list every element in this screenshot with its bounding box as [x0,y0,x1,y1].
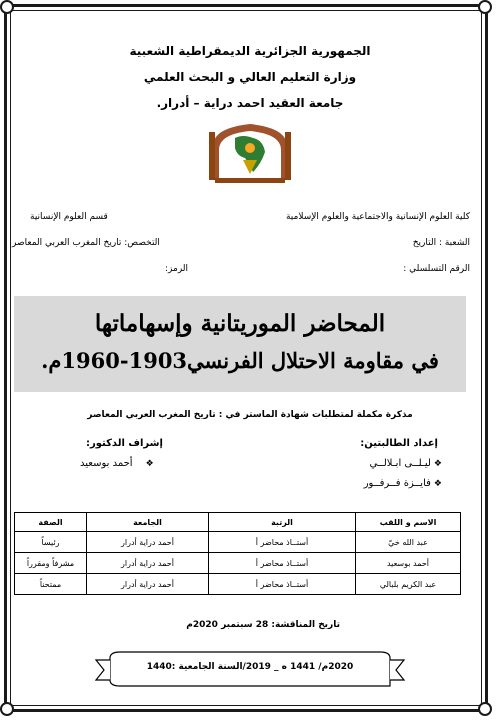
academic-year: 2020م/ 1441 ه _ 2019/السنة الجامعية :1440 [146,662,354,672]
jury-table-header-row [15,513,461,532]
student-name: ❖ليـلــى ابـلالــي [369,458,442,469]
diamond-bullet-icon: ❖ [433,479,442,489]
jury-name-cell: عبد الله خيّ [356,532,461,553]
jury-university-cell: أحمد دراية أدرار [87,574,209,595]
corner-ornament [478,0,492,14]
defense-date: تاريخ المناقشة: 28 سبتمبر 2020م [186,620,340,630]
diamond-bullet-icon: ❖ [145,459,154,469]
jury-role-cell: مشرفاً ومقرراً [15,553,87,574]
student-name: ❖فايــزة فــرفــور [363,478,442,489]
supervisor-name: ❖أحمد بوسعيد [80,458,154,469]
branch-text: الشعبة : التاريخ [412,238,470,248]
jury-university-cell: أحمد دراية أدرار [87,532,209,553]
table-row [15,532,461,553]
faculty-text: كلية العلوم الإنسانية والاجتماعية والعلوم الإسلامية [285,212,470,222]
jury-table [14,512,461,595]
ministry-heading: وزارة التعليم العالي و البحث العلمي [143,70,357,84]
jury-role-cell: رئيساً [15,532,87,553]
university-heading: جامعة العقيد احمد دراية – أدرار. [156,96,344,110]
corner-ornament [0,0,14,14]
jury-rank-cell: أستــاذ محاضر أ [209,574,356,595]
corner-ornament [478,702,492,716]
jury-header-rank: الرتبة [209,513,356,532]
jury-name-cell: أحمد بوسعيد [356,553,461,574]
supervisor-label: إشراف الدكتور: [86,438,163,449]
thesis-title-line1: المحاضر الموريتانية وإسهاماتها [94,310,386,337]
jury-rank-cell: أستــاذ محاضر أ [209,532,356,553]
table-row [15,553,461,574]
thesis-title-line2: في مقاومة الاحتلال الفرنسي1903-1960م. [41,348,439,373]
specialty-text: التخصص: تاريخ المغرب العربي المعاصر [12,238,160,248]
students-label: إعداد الطالبتين: [360,438,438,449]
jury-name-cell: عبد الكريم بلبالي [356,574,461,595]
jury-header-university: الجامعة [87,513,209,532]
jury-role-cell: ممتحناً [15,574,87,595]
corner-ornament [0,702,14,716]
jury-header-name: الاسم و اللقب [356,513,461,532]
serial-number-label: الرقم التسلسلي : [403,264,470,274]
republic-heading: الجمهورية الجزائرية الديمقراطية الشعبية [129,44,371,58]
thesis-title-box [14,296,466,392]
university-logo [205,118,295,188]
jury-header-role: الصفة [15,513,87,532]
jury-rank-cell: أستــاذ محاضر أ [209,553,356,574]
department-text: قسم العلوم الإنسانية [30,212,108,222]
memo-description: مذكرة مكملة لمتطلبات شهادة الماستر في : تاريخ المغرب العربي المعاصر [87,410,413,420]
diamond-bullet-icon: ❖ [433,459,442,469]
table-row [15,574,461,595]
jury-university-cell: أحمد دراية أدرار [87,553,209,574]
code-label: الرمز: [165,264,189,274]
